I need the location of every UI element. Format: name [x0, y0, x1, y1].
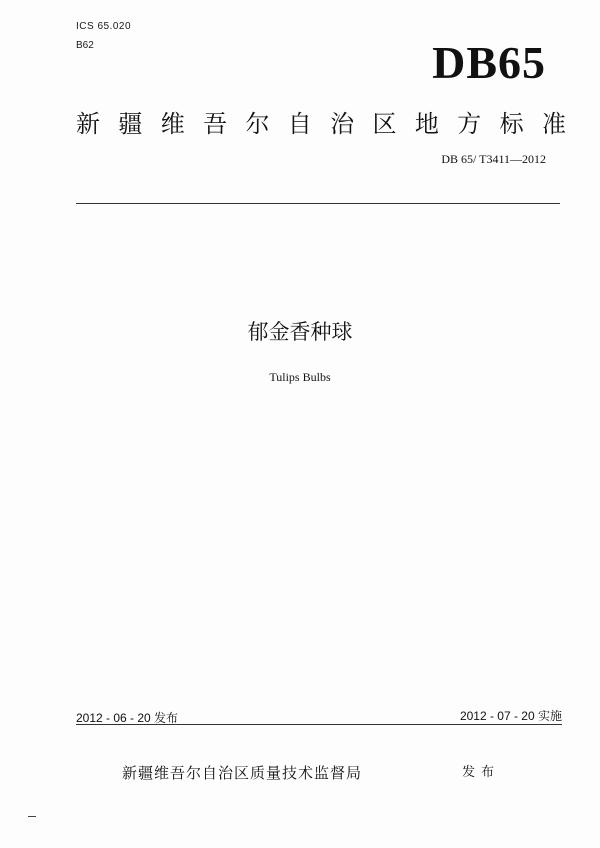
implement-date: 2012 - 07 - 20 实施: [459, 709, 562, 723]
standard-type-title: [76, 104, 566, 139]
ccs-code: B62: [76, 40, 94, 51]
footer-divider: [76, 724, 562, 725]
standard-type-char: 尔: [245, 110, 270, 138]
standard-type-char: 新: [76, 110, 100, 138]
standard-type-char: 准: [541, 110, 566, 138]
document-title: 郁金香种球: [247, 320, 353, 344]
standard-type-char: 维: [160, 110, 185, 138]
standard-type-char: 自: [287, 110, 312, 138]
standard-type-char: 治: [330, 110, 355, 138]
margin-mark: [28, 816, 36, 817]
header-divider: [76, 203, 560, 204]
document-subtitle-en: Tulips Bulbs: [269, 370, 331, 384]
publish-date: 2012 - 06 - 20 发布: [76, 711, 179, 725]
standard-type-char: 方: [457, 110, 482, 138]
standard-type-char: 疆: [118, 110, 143, 138]
standard-type-char: 地: [414, 110, 439, 138]
standard-number: DB 65/ T3411—2012: [441, 152, 546, 166]
standard-type-char: 区: [372, 110, 397, 138]
issuing-authority: 新疆维吾尔自治区质量技术监督局: [122, 764, 363, 782]
standard-type-char: 吾: [203, 110, 228, 138]
standard-code-logo: DB65: [432, 37, 546, 88]
ics-code: ICS 65.020: [76, 21, 132, 32]
issue-label: 发布: [462, 765, 501, 780]
standard-type-char: 标: [499, 110, 524, 138]
